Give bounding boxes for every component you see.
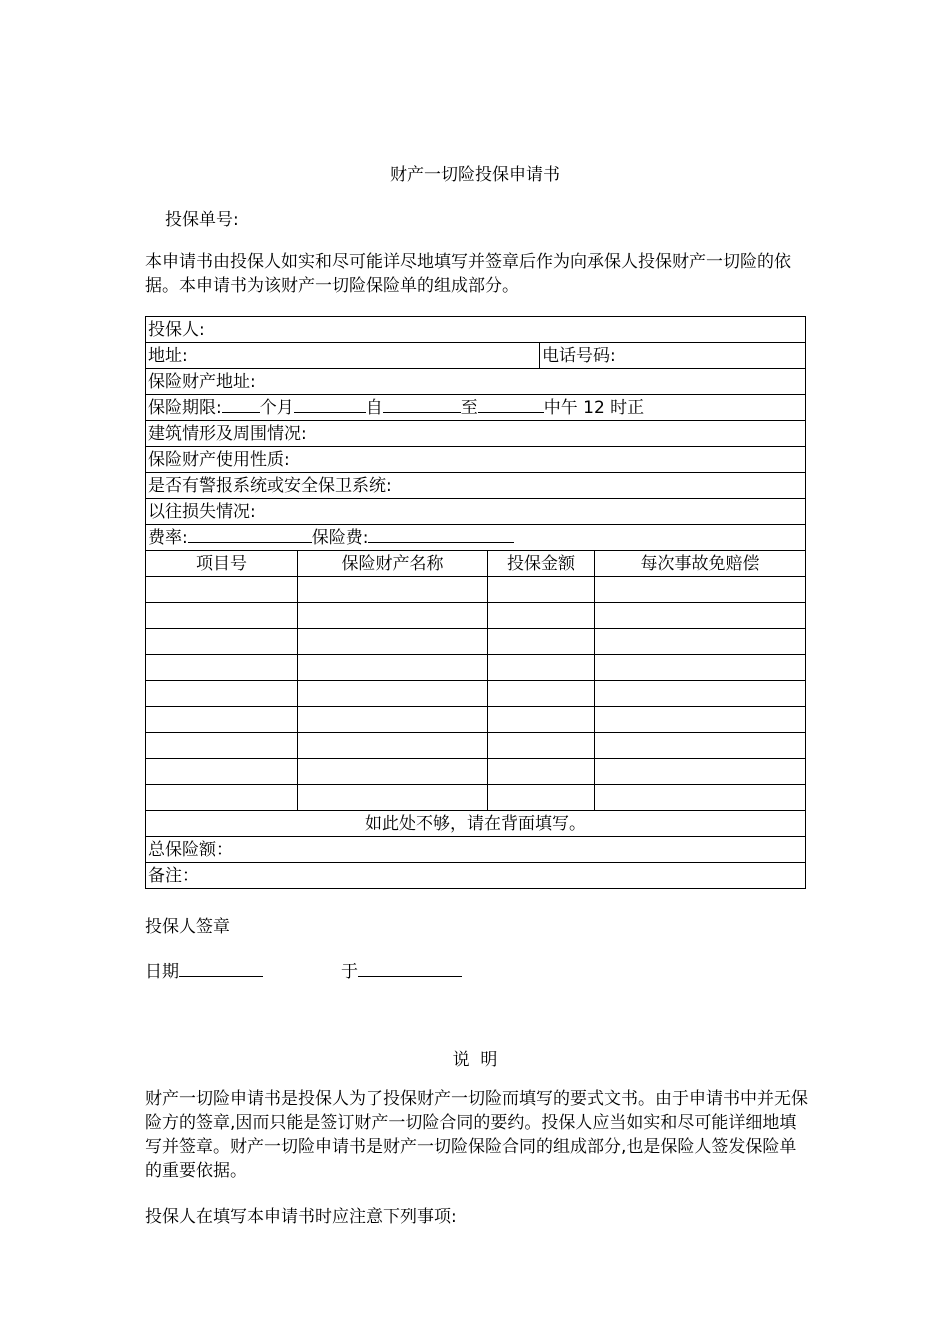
item-cell[interactable]: [488, 603, 595, 629]
item-cell[interactable]: [595, 759, 806, 785]
item-cell[interactable]: [298, 759, 488, 785]
item-cell[interactable]: [298, 655, 488, 681]
item-row: [146, 655, 806, 681]
item-cell[interactable]: [595, 629, 806, 655]
item-cell[interactable]: [146, 785, 298, 811]
item-cell[interactable]: [488, 707, 595, 733]
end-date-blank[interactable]: [478, 395, 544, 413]
item-cell[interactable]: [146, 759, 298, 785]
application-form-table: [145, 316, 806, 889]
place-blank[interactable]: [358, 959, 462, 977]
column-header: 保险财产名称: [298, 551, 488, 577]
item-cell[interactable]: [146, 733, 298, 759]
building-field[interactable]: 建筑情形及周围情况:: [146, 421, 806, 447]
applicant-field[interactable]: 投保人:: [146, 317, 806, 343]
item-cell[interactable]: [595, 733, 806, 759]
item-row: [146, 759, 806, 785]
item-row: [146, 707, 806, 733]
date-line: [145, 957, 462, 982]
item-cell[interactable]: [146, 629, 298, 655]
total-row: [146, 837, 806, 863]
premium-label: 保险费:: [311, 528, 369, 548]
column-header: 每次事故免赔偿: [595, 551, 806, 577]
loss-history-row: [146, 499, 806, 525]
item-cell[interactable]: [595, 577, 806, 603]
item-cell[interactable]: [595, 785, 806, 811]
rate-label: 费率:: [148, 528, 188, 548]
item-cell[interactable]: [488, 759, 595, 785]
item-cell[interactable]: [146, 707, 298, 733]
item-cell[interactable]: [488, 785, 595, 811]
overflow-note: 如此处不够，请在背面填写。: [146, 811, 806, 837]
noon-label: 中午 12 时正: [543, 398, 645, 418]
item-cell[interactable]: [488, 629, 595, 655]
alarm-row: [146, 473, 806, 499]
item-row: [146, 733, 806, 759]
item-cell[interactable]: [298, 707, 488, 733]
phone-field[interactable]: 电话号码:: [540, 343, 806, 369]
item-cell[interactable]: [146, 603, 298, 629]
address-row: [146, 343, 806, 369]
item-row: [146, 603, 806, 629]
item-cell[interactable]: [595, 655, 806, 681]
applicant-row: [146, 317, 806, 343]
property-address-row: [146, 369, 806, 395]
date-label: 日期: [145, 962, 179, 982]
notes-heading: 投保人在填写本申请书时应注意下列事项:: [145, 1207, 457, 1227]
remarks-row: [146, 863, 806, 889]
explanation-title: 说 明: [452, 1050, 498, 1070]
item-cell[interactable]: [488, 655, 595, 681]
item-cell[interactable]: [146, 655, 298, 681]
item-cell[interactable]: [298, 681, 488, 707]
period-row: [146, 395, 806, 421]
loss-history-field[interactable]: 以往损失情况:: [146, 499, 806, 525]
column-header: 投保金额: [488, 551, 595, 577]
item-cell[interactable]: [595, 707, 806, 733]
item-cell[interactable]: [488, 577, 595, 603]
property-address-field[interactable]: 保险财产地址:: [146, 369, 806, 395]
item-cell[interactable]: [146, 577, 298, 603]
intro-paragraph: 本申请书由投保人如实和尽可能详尽地填写并签章后作为向承保人投保财产一切险的依据。本申请书为该财产一切险保险单的组成部分。: [145, 252, 791, 296]
address-field[interactable]: 地址:: [146, 343, 540, 369]
usage-field[interactable]: 保险财产使用性质:: [146, 447, 806, 473]
item-cell[interactable]: [298, 785, 488, 811]
from-date-blank[interactable]: [294, 395, 366, 413]
items-header-row: [146, 551, 806, 577]
date-blank[interactable]: [179, 959, 263, 977]
to-label: 至: [460, 398, 478, 418]
alarm-field[interactable]: 是否有警报系统或安全保卫系统:: [146, 473, 806, 499]
item-row: [146, 681, 806, 707]
item-row: [146, 629, 806, 655]
item-cell[interactable]: [298, 577, 488, 603]
item-cell[interactable]: [146, 681, 298, 707]
remarks-field[interactable]: 备注：: [146, 863, 806, 889]
rate-premium-field[interactable]: [146, 525, 806, 551]
item-cell[interactable]: [298, 733, 488, 759]
premium-blank[interactable]: [368, 525, 514, 543]
applicant-signature-label: 投保人签章: [145, 917, 230, 937]
item-row: [146, 785, 806, 811]
period-field[interactable]: [146, 395, 806, 421]
item-row: [146, 577, 806, 603]
building-row: [146, 421, 806, 447]
at-label: 于: [341, 962, 358, 982]
rate-premium-row: [146, 525, 806, 551]
to-date-blank[interactable]: [383, 395, 461, 413]
document-title: 财产一切险投保申请书: [390, 165, 560, 185]
column-header: 项目号: [146, 551, 298, 577]
overflow-note-row: [146, 811, 806, 837]
rate-blank[interactable]: [188, 525, 312, 543]
item-cell[interactable]: [488, 733, 595, 759]
item-cell[interactable]: [298, 629, 488, 655]
months-blank[interactable]: [222, 395, 260, 413]
policy-number-label: 投保单号:: [165, 210, 239, 230]
item-cell[interactable]: [595, 681, 806, 707]
item-cell[interactable]: [595, 603, 806, 629]
explanation-paragraph: 财产一切险申请书是投保人为了投保财产一切险而填写的要式文书。由于申请书中并无保险方的签章,因而只能是签订财产一切险合同的要约。投保人应当如实和尽可能详细地填写并签章。财产一切险申请书是财产一切险保险合同的组成部分,也是保险人签发保险单的重要依据。: [145, 1089, 808, 1181]
item-cell[interactable]: [488, 681, 595, 707]
usage-row: [146, 447, 806, 473]
months-label: 个月: [259, 398, 294, 418]
from-label: 自: [365, 398, 383, 418]
item-cell[interactable]: [298, 603, 488, 629]
period-label: 保险期限:: [148, 398, 222, 418]
total-insured-field[interactable]: 总保险额：: [146, 837, 806, 863]
